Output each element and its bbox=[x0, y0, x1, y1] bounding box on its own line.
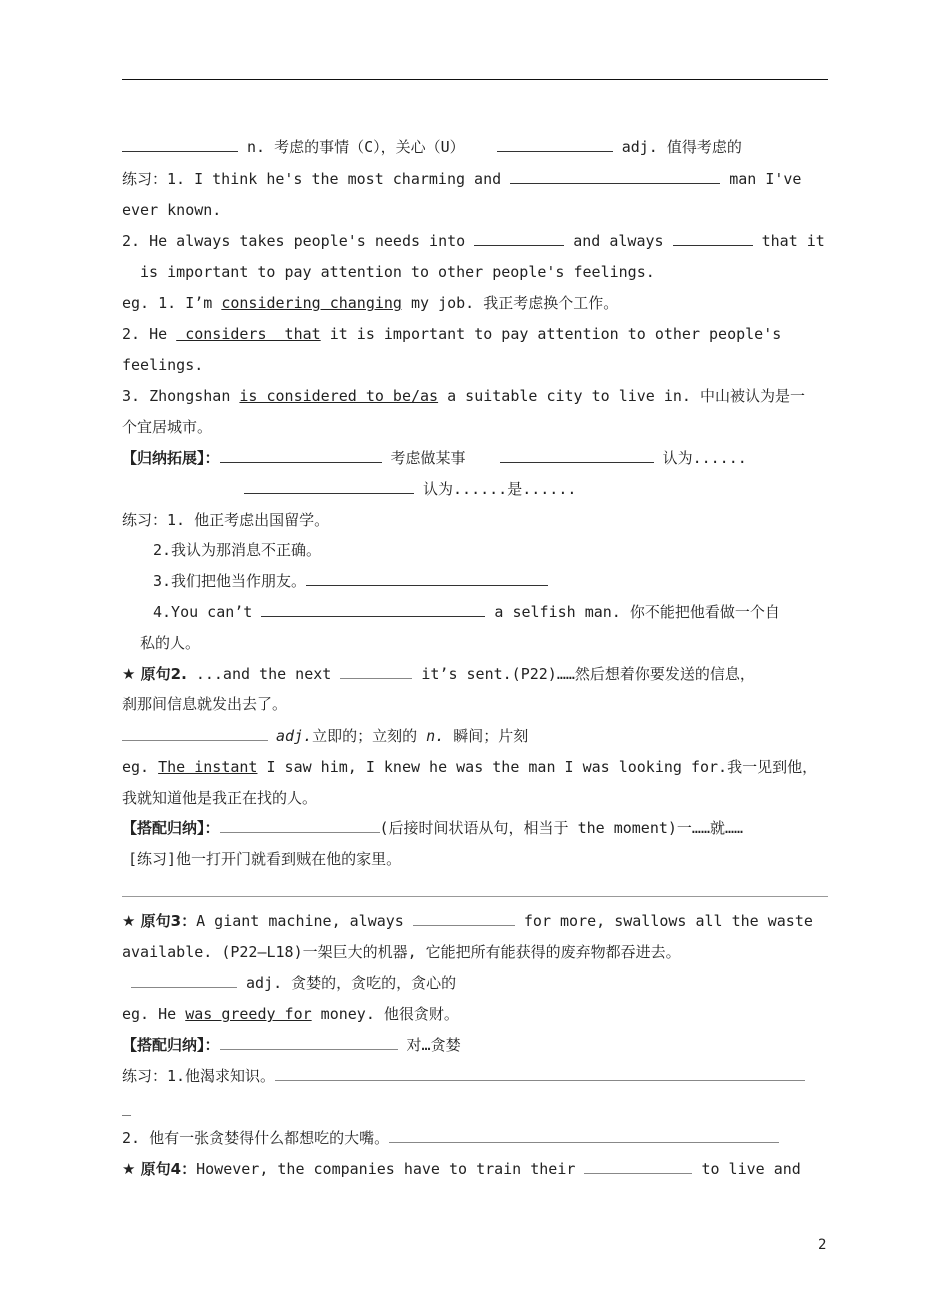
exercise-line: [练习]他一打开门就看到贼在他的家里。 bbox=[128, 850, 402, 868]
exercise-line: 练习：1. 他正考虑出国留学。 bbox=[122, 511, 330, 529]
blank bbox=[122, 137, 238, 152]
blank bbox=[275, 1066, 805, 1081]
blank bbox=[673, 231, 753, 246]
blank bbox=[474, 231, 564, 246]
exercise-line: 2. 他有一张贪婪得什么都想吃的大嘴。 bbox=[122, 1128, 779, 1148]
example-line: eg. He was greedy for money. 他很贪财。 bbox=[122, 1005, 459, 1023]
text-line: 个宜居城市。 bbox=[122, 418, 213, 436]
text-line: 私的人。 bbox=[140, 634, 201, 652]
blank bbox=[340, 664, 412, 679]
definition-line: adj. 贪婪的，贪吃的，贪心的 bbox=[131, 973, 456, 993]
original-sentence-3: ★ 原句3：A giant machine, always for more, swallows all the waste bbox=[122, 912, 813, 930]
example-line: eg. The instant I saw him, I knew he was the man I was looking for.我一见到他， bbox=[122, 758, 818, 776]
blank bbox=[306, 571, 548, 586]
example-line: 2. He considers that it is important to pay attention to other people's bbox=[122, 325, 782, 343]
exercise-line: 练习：1. I think he's the most charming and man I've bbox=[122, 170, 802, 188]
text-line: available. (P22—L18)一架巨大的机器, 它能把所有能获得的废弃物都吞进去。 bbox=[122, 943, 681, 961]
blank bbox=[413, 911, 515, 926]
original-sentence-2: ★ 原句2. ...and the next it’s sent.(P22)……然后想着你要发送的信息， bbox=[122, 665, 755, 683]
exercise-line: 3.我们把他当作朋友。 bbox=[153, 571, 548, 591]
text-line: 刹那间信息就发出去了。 bbox=[122, 695, 288, 713]
example-line: 3. Zhongshan is considered to be/as a suitable city to live in. 中山被认为是一 bbox=[122, 387, 805, 405]
vocab-line-1: n. 考虑的事情（C），关心（U） adj. 值得考虑的 bbox=[122, 137, 742, 157]
collocation-line: 【搭配归纳】： (后接时间状语从句，相当于 the moment)一……就…… bbox=[122, 819, 744, 837]
blank bbox=[220, 818, 380, 833]
original-sentence-4: ★ 原句4：However, the companies have to train their to live and bbox=[122, 1160, 801, 1178]
text-line: feelings. bbox=[122, 356, 204, 374]
blank bbox=[500, 448, 654, 463]
text-line: is important to pay attention to other people's feelings. bbox=[140, 263, 655, 281]
example-line: eg. 1. I’m considering changing my job. 我正考虑换个工作。 bbox=[122, 294, 619, 312]
exercise-line: 2.我认为那消息不正确。 bbox=[153, 541, 322, 559]
blank bbox=[510, 169, 720, 184]
collocation-line: 【搭配归纳】： 对…贪婪 bbox=[122, 1036, 461, 1054]
blank bbox=[584, 1159, 692, 1174]
summary-line: 【归纳拓展】： 考虑做某事 认为...... bbox=[122, 449, 747, 467]
blank bbox=[261, 602, 485, 617]
blank bbox=[220, 1035, 398, 1050]
exercise-line: 2. He always takes people's needs into and always that it bbox=[122, 232, 825, 250]
header-rule bbox=[122, 79, 828, 80]
text-line: 我就知道他是我正在找的人。 bbox=[122, 789, 318, 807]
text-line: ever known. bbox=[122, 201, 222, 219]
answer-line bbox=[122, 896, 828, 897]
definition-line: adj.立即的；立刻的 n. 瞬间；片刻 bbox=[122, 726, 528, 746]
exercise-line: 4.You can’t a selfish man. 你不能把他看做一个自 bbox=[153, 603, 780, 621]
blank bbox=[389, 1128, 779, 1143]
page-number: 2 bbox=[818, 1237, 827, 1253]
blank bbox=[220, 448, 382, 463]
summary-line: 认为......是...... bbox=[244, 479, 576, 499]
blank bbox=[497, 137, 613, 152]
blank bbox=[131, 973, 237, 988]
exercise-line: 练习：1.他渴求知识。 bbox=[122, 1066, 805, 1086]
blank bbox=[122, 726, 268, 741]
text-line: _ bbox=[122, 1098, 132, 1116]
blank bbox=[244, 479, 414, 494]
